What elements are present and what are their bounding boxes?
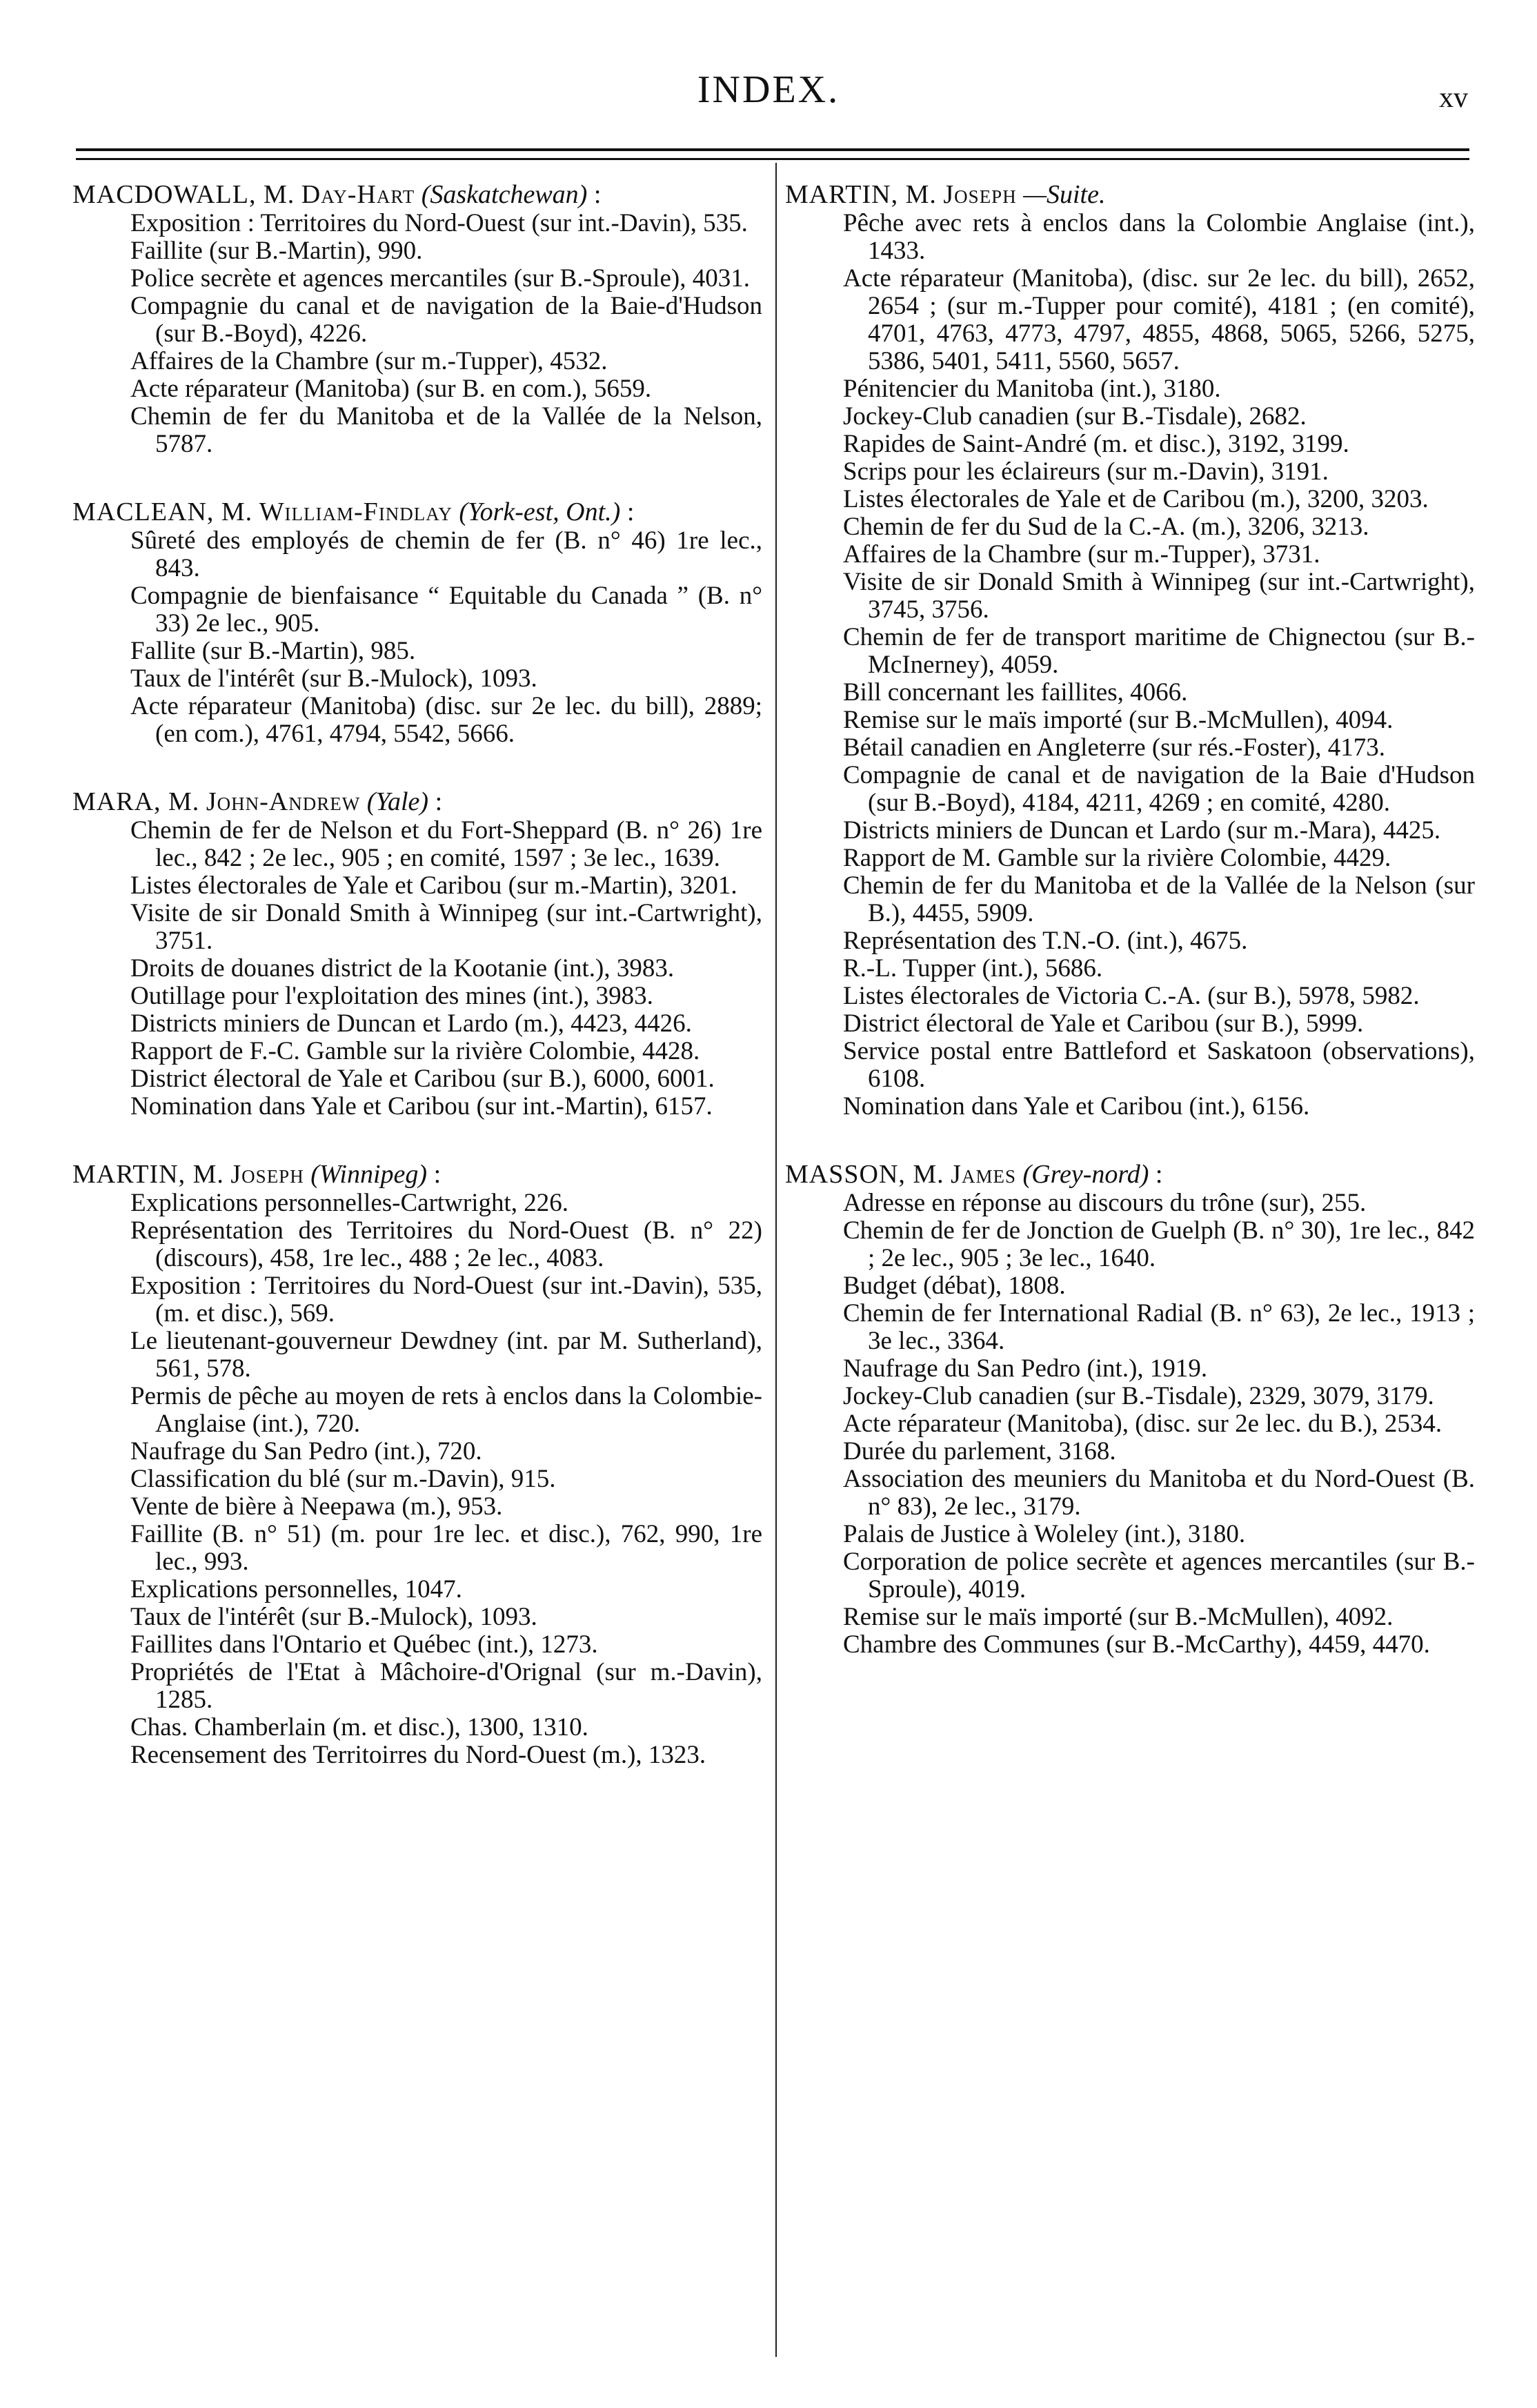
heading-suffix: : [433, 1160, 442, 1189]
index-subentry: Association des meuniers du Manitoba et du Nord-Ouest (B. n° 83), 2e lec., 3179. [843, 1465, 1475, 1521]
index-subentry: Vente de bière à Neepawa (m.), 953. [130, 1492, 503, 1521]
page-header [0, 0, 1537, 138]
index-subentry: Police secrète et agences mercantiles (sur B.-Sproule), 4031. [130, 264, 750, 293]
index-subentry: Districts miniers de Duncan et Lardo (m.), 4423, 4426. [130, 1009, 692, 1038]
index-subentry: Le lieutenant-gouverneur Dewdney (int. par M. Sutherland), 561, 578. [130, 1327, 762, 1383]
index-subentry: Jockey-Club canadien (sur B.-Tisdale), 2329, 3079, 3179. [843, 1382, 1434, 1410]
index-subentry: Acte réparateur (Manitoba), (disc. sur 2e lec. du B.), 2534. [843, 1410, 1442, 1438]
index-entry [785, 181, 1475, 1121]
index-subentry: Districts miniers de Duncan et Lardo (sur m.-Mara), 4425. [843, 816, 1441, 845]
member-surname: MARTIN, M. [785, 180, 937, 209]
entry-heading [785, 181, 1475, 208]
index-subentry: Palais de Justice à Woleley (int.), 3180. [843, 1520, 1246, 1548]
index-subentry: Fallite (sur B.-Martin), 985. [130, 637, 416, 665]
index-subentry: Rapport de F.-C. Gamble sur la rivière Colombie, 4428. [130, 1037, 700, 1065]
member-riding: (York-est, Ont.) [459, 497, 621, 526]
index-subentry: Bill concernant les faillites, 4066. [843, 678, 1188, 707]
index-subentry: Listes électorales de Yale et Caribou (sur m.-Martin), 3201. [130, 871, 737, 900]
index-subentry: Permis de pêche au moyen de rets à enclos dans la Colombie-Anglaise (int.), 720. [130, 1382, 762, 1438]
index-subentry: Chemin de fer International Radial (B. n° 63), 2e lec., 1913 ; 3e lec., 3364. [843, 1299, 1475, 1355]
index-subentry: Nomination dans Yale et Caribou (int.), 6156. [843, 1092, 1310, 1121]
page-number: xv [1439, 82, 1468, 114]
index-subentry: Représentation des Territoires du Nord-Ouest (B. n° 22) (discours), 458, 1re lec., 488 ; 2e lec., 4083. [130, 1216, 762, 1272]
index-subentry: Listes électorales de Yale et de Caribou (m.), 3200, 3203. [843, 485, 1429, 513]
member-riding: (Grey-nord) [1022, 1160, 1149, 1189]
index-subentry: Faillites dans l'Ontario et Québec (int.), 1273. [130, 1630, 598, 1659]
member-given-name: John-Andrew [206, 787, 361, 816]
index-subentry: Sûreté des employés de chemin de fer (B. n° 46) 1re lec., 843. [130, 526, 762, 582]
index-subentry: Chambre des Communes (sur B.-McCarthy), 4459, 4470. [843, 1630, 1430, 1659]
entry-heading [72, 788, 762, 816]
index-subentry: Visite de sir Donald Smith à Winnipeg (sur int.-Cartwright), 3751. [130, 899, 762, 955]
index-subentry: Listes électorales de Victoria C.-A. (sur B.), 5978, 5982. [843, 982, 1420, 1010]
heading-suffix: : [435, 787, 443, 816]
index-subentry: Pêche avec rets à enclos dans la Colombie Anglaise (int.), 1433. [843, 209, 1475, 265]
index-subentry: Chemin de fer du Sud de la C.-A. (m.), 3206, 3213. [843, 513, 1369, 541]
member-given-name: Joseph [943, 180, 1017, 209]
index-subentry: Rapport de M. Gamble sur la rivière Colombie, 4429. [843, 844, 1391, 872]
index-entry [72, 1161, 762, 1769]
index-subentry: Chas. Chamberlain (m. et disc.), 1300, 1310. [130, 1713, 588, 1741]
index-subentry: District électoral de Yale et Caribou (sur B.), 6000, 6001. [130, 1065, 715, 1093]
heading-suffix: : [626, 497, 635, 526]
index-subentry: Droits de douanes district de la Kootanie (int.), 3983. [130, 954, 675, 983]
index-entry [72, 181, 762, 458]
index-subentry: Acte réparateur (Manitoba) (sur B. en com.), 5659. [130, 375, 652, 403]
right-column [785, 181, 1475, 1699]
member-surname: MASSON, M. [785, 1160, 944, 1189]
index-subentry: Remise sur le maïs importé (sur B.-McMullen), 4092. [843, 1603, 1394, 1631]
member-given-name: Day-Hart [301, 180, 415, 209]
index-subentry: Remise sur le maïs importé (sur B.-McMullen), 4094. [843, 706, 1394, 734]
entry-heading [72, 181, 762, 208]
index-subentry: Nomination dans Yale et Caribou (sur int.-Martin), 6157. [130, 1092, 713, 1121]
index-subentry: Chemin de fer du Manitoba et de la Vallée de la Nelson, 5787. [130, 402, 762, 458]
heading-suffix: : [593, 180, 602, 209]
index-subentry: Exposition : Territoires du Nord-Ouest (sur int.-Davin), 535. [130, 209, 748, 237]
index-subentry: Chemin de fer de Jonction de Guelph (B. n° 30), 1re lec., 842 ; 2e lec., 905 ; 3e lec., 1640. [843, 1216, 1475, 1272]
index-subentry: Compagnie de bienfaisance “ Equitable du Canada ” (B. n° 33) 2e lec., 905. [130, 582, 762, 638]
entry-heading [72, 1161, 762, 1188]
header-rule-thick [76, 148, 1469, 151]
header-rule-thin [76, 158, 1469, 160]
index-subentry: Représentation des T.N.-O. (int.), 4675. [843, 927, 1248, 955]
index-subentry: Acte réparateur (Manitoba), (disc. sur 2e lec. du bill), 2652, 2654 ; (sur m.-Tupper pour comité), 4181 ; (en comité), 4701, 4763, 4773, 4797, 4855, 4868, 5065, 5266, 5275, 5386, 5401, 5411, 5560, 5657. [843, 264, 1475, 375]
index-subentry: Affaires de la Chambre (sur m.-Tupper), 4532. [130, 347, 608, 375]
member-given-name: Joseph [230, 1160, 304, 1189]
member-riding: (Saskatchewan) [421, 180, 588, 209]
column-divider [775, 163, 777, 2357]
index-subentry: Pénitencier du Manitoba (int.), 3180. [843, 375, 1221, 403]
member-riding: (Yale) [366, 787, 429, 816]
index-entry [72, 498, 762, 748]
index-subentry: Chemin de fer du Manitoba et de la Vallée de la Nelson (sur B.), 4455, 5909. [843, 871, 1475, 927]
index-subentry: Faillite (sur B.-Martin), 990. [130, 237, 423, 265]
index-subentry: Explications personnelles, 1047. [130, 1575, 462, 1603]
index-subentry: Affaires de la Chambre (sur m.-Tupper), 3731. [843, 540, 1320, 569]
index-subentry: Corporation de police secrète et agences mercantiles (sur B.-Sproule), 4019. [843, 1548, 1475, 1603]
index-subentry: Service postal entre Battleford et Saskatoon (observations), 6108. [843, 1037, 1475, 1093]
index-entry [72, 788, 762, 1121]
member-given-name: William-Findlay [259, 497, 453, 526]
index-subentry: Exposition : Territoires du Nord-Ouest (sur int.-Davin), 535, (m. et disc.), 569. [130, 1272, 762, 1328]
index-subentry: Chemin de fer de transport maritime de Chignectou (sur B.-McInerney), 4059. [843, 623, 1475, 679]
index-subentry: Classification du blé (sur m.-Davin), 915. [130, 1465, 556, 1493]
index-subentry: Taux de l'intérêt (sur B.-Mulock), 1093. [130, 664, 537, 693]
index-entry [785, 1161, 1475, 1659]
index-subentry: Propriétés de l'Etat à Mâchoire-d'Orignal (sur m.-Davin), 1285. [130, 1658, 762, 1714]
index-subentry: Explications personnelles-Cartwright, 226. [130, 1189, 569, 1217]
member-surname: MACLEAN, M. [72, 497, 253, 526]
member-surname: MACDOWALL, M. [72, 180, 295, 209]
index-subentry: District électoral de Yale et Caribou (sur B.), 5999. [843, 1009, 1364, 1038]
index-subentry: Faillite (B. n° 51) (m. pour 1re lec. et disc.), 762, 990, 1re lec., 993. [130, 1520, 762, 1576]
index-subentry: Scrips pour les éclaireurs (sur m.-Davin), 3191. [843, 457, 1329, 486]
member-given-name: James [951, 1160, 1016, 1189]
index-subentry: Adresse en réponse au discours du trône (sur), 255. [843, 1189, 1367, 1217]
index-subentry: Rapides de Saint-André (m. et disc.), 3192, 3199. [843, 430, 1349, 458]
entry-heading [785, 1161, 1475, 1188]
index-subentry: Durée du parlement, 3168. [843, 1437, 1116, 1465]
member-surname: MARA, M. [72, 787, 200, 816]
index-subentry: Outillage pour l'exploitation des mines (int.), 3983. [130, 982, 653, 1010]
member-surname: MARTIN, M. [72, 1160, 224, 1189]
index-subentry: Compagnie du canal et de navigation de la Baie-d'Hudson (sur B.-Boyd), 4226. [130, 292, 762, 348]
index-subentry: Bétail canadien en Angleterre (sur rés.-Foster), 4173. [843, 733, 1385, 762]
index-subentry: Taux de l'intérêt (sur B.-Mulock), 1093. [130, 1603, 537, 1631]
index-subentry: Compagnie de canal et de navigation de la Baie d'Hudson (sur B.-Boyd), 4184, 4211, 4269 ; en comité, 4280. [843, 761, 1475, 817]
index-subentry: Acte réparateur (Manitoba) (disc. sur 2e lec. du bill), 2889; (en com.), 4761, 4794, 5542, 5666. [130, 692, 762, 748]
member-riding: —Suite. [1023, 180, 1106, 209]
index-subentry: Budget (débat), 1808. [843, 1272, 1066, 1300]
member-riding: (Winnipeg) [310, 1160, 428, 1189]
index-subentry: Naufrage du San Pedro (int.), 720. [130, 1437, 482, 1465]
entry-heading [72, 498, 762, 526]
index-subentry: R.-L. Tupper (int.), 5686. [843, 954, 1103, 983]
left-column [72, 181, 762, 1809]
index-subentry: Jockey-Club canadien (sur B.-Tisdale), 2682. [843, 402, 1307, 431]
heading-suffix: : [1155, 1160, 1163, 1189]
index-subentry: Chemin de fer de Nelson et du Fort-Sheppard (B. n° 26) 1re lec., 842 ; 2e lec., 905 ; en comité, 1597 ; 3e lec., 1639. [130, 816, 762, 872]
index-subentry: Recensement des Territoirres du Nord-Ouest (m.), 1323. [130, 1741, 706, 1769]
index-subentry: Visite de sir Donald Smith à Winnipeg (sur int.-Cartwright), 3745, 3756. [843, 568, 1475, 624]
index-subentry: Naufrage du San Pedro (int.), 1919. [843, 1354, 1208, 1383]
page-title: INDEX. [697, 68, 840, 111]
